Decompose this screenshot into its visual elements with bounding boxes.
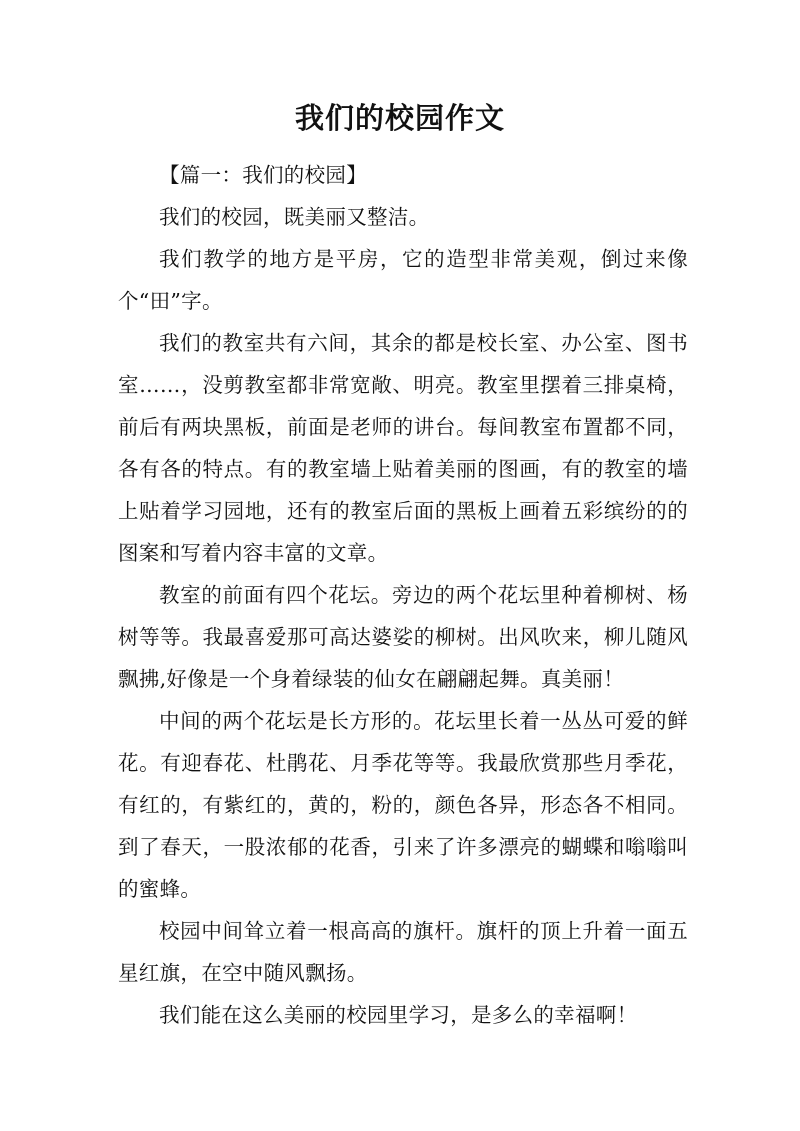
paragraph: 教室的前面有四个花坛。旁边的两个花坛里种着柳树、杨树等等。我最喜爱那可高达婆娑的柳树。出风吹来，柳儿随风飘拂,好像是一个身着绿装的仙女在翩翩起舞。真美丽！ bbox=[118, 583, 688, 691]
document-body bbox=[118, 154, 688, 1036]
section-heading: 【篇一：我们的校园】 bbox=[159, 163, 367, 187]
paragraph: 我们的教室共有六间，其余的都是校长室、办公室、图书室……，没剪教室都非常宽敞、明亮。教室里摆着三排桌椅，前后有两块黑板，前面是老师的讲台。每间教室布置都不同，各有各的特点。有的教室墙上贴着美丽的图画，有的教室的墙上贴着学习园地，还有的教室后面的黑板上画着五彩缤纷的的图案和写着内容丰富的文章。 bbox=[118, 331, 688, 565]
paragraph: 校园中间耸立着一根高高的旗杆。旗杆的顶上升着一面五星红旗，在空中随风飘扬。 bbox=[118, 919, 688, 985]
paragraph: 我们能在这么美丽的校园里学习，是多么的幸福啊！ bbox=[159, 1003, 638, 1027]
page-title: 我们的校园作文 bbox=[294, 101, 505, 135]
paragraph: 中间的两个花坛是长方形的。花坛里长着一丛丛可爱的鲜花。有迎春花、杜鹃花、月季花等等。我最欣赏那些月季花，有红的，有紫红的，黄的，粉的，颜色各异，形态各不相同。到了春天，一股浓郁的花香，引来了许多漂亮的蝴蝶和嗡嗡叫的蜜蜂。 bbox=[118, 709, 688, 901]
paragraph: 我们的校园，既美丽又整洁。 bbox=[159, 205, 430, 229]
paragraph: 我们教学的地方是平房，它的造型非常美观，倒过来像个“田”字。 bbox=[118, 247, 688, 313]
